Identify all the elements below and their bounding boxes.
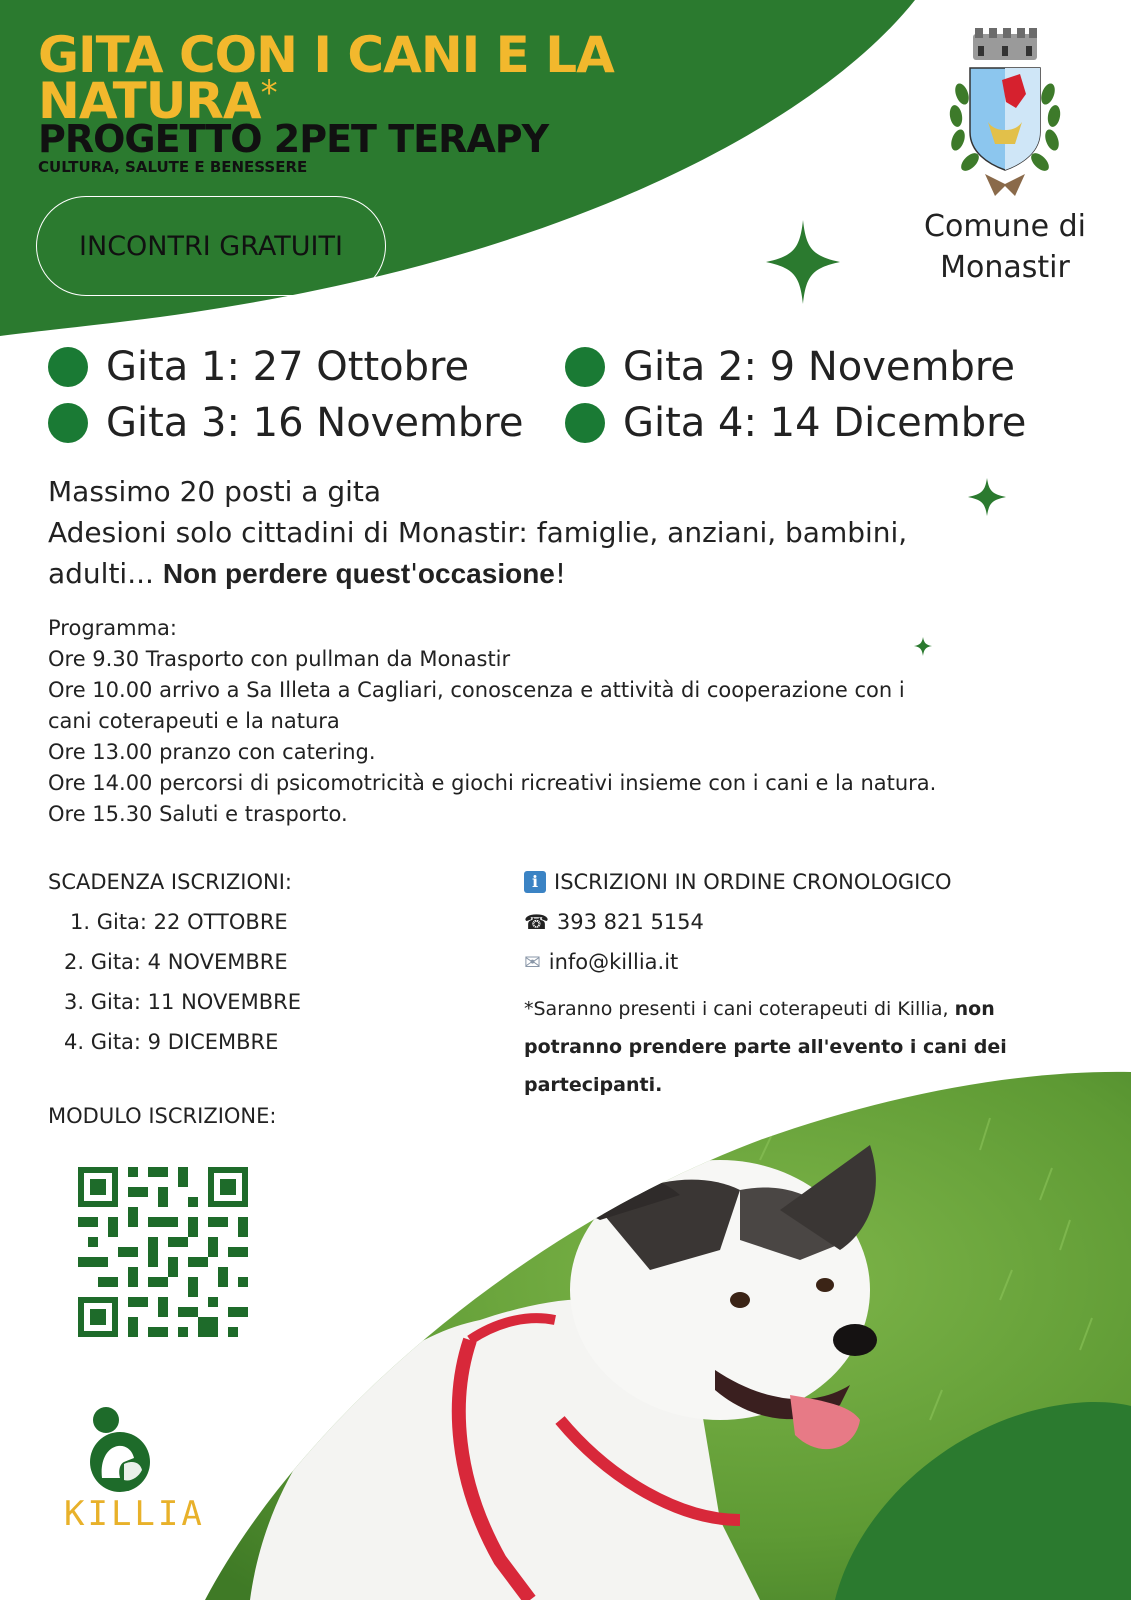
order-note-text: ISCRIZIONI IN ORDINE CRONOLOGICO	[554, 870, 952, 894]
trip-1-label: Gita 1: 27 Ottobre	[106, 344, 470, 390]
deadline-item: 1. Gita: 22 OTTOBRE	[70, 910, 288, 934]
program-line: Ore 9.30 Trasporto con pullman da Monastir	[48, 647, 511, 671]
municipality-name	[920, 206, 1090, 288]
trip-1	[48, 344, 469, 390]
program-heading: Programma:	[48, 616, 178, 640]
killia-logo-icon	[80, 1406, 160, 1496]
title-asterisk: *	[260, 73, 277, 113]
municipality-line-1: Comune di	[924, 209, 1086, 244]
project-subtitle: CULTURA, SALUTE E BENESSERE	[38, 158, 308, 176]
deadline-item: 3. Gita: 11 NOVEMBRE	[64, 990, 301, 1014]
dogs-note-regular: *Saranno presenti i cani coterapeuti di Killia,	[524, 998, 955, 1020]
sparkle-icon	[968, 478, 1006, 516]
cta-bold-1: Non perdere quest	[162, 558, 411, 589]
program-line: Ore 10.00 arrivo a Sa Illeta a Cagliari, conoscenza e attività di cooperazione con i	[48, 678, 905, 702]
deadlines-heading: SCADENZA ISCRIZIONI:	[48, 870, 292, 894]
sparkle-icon	[914, 637, 932, 656]
sparkle-icon	[766, 220, 840, 304]
program-line: Ore 15.30 Saluti e trasporto.	[48, 802, 348, 826]
municipality-line-2: Monastir	[940, 250, 1070, 285]
info-icon: i	[524, 871, 546, 893]
trip-4	[565, 400, 1026, 446]
dogs-note	[524, 990, 1044, 1104]
phone-number[interactable]: 393 821 5154	[556, 910, 704, 934]
trip-3	[48, 400, 523, 446]
cta-bold-2: occasione	[417, 558, 555, 589]
phone-icon: ☎	[524, 910, 549, 934]
eligibility-continued: adulti...	[48, 557, 163, 590]
bullet-dot	[565, 347, 605, 387]
trip-3-label: Gita 3: 16 Novembre	[106, 400, 524, 446]
order-note	[524, 870, 952, 894]
bullet-dot	[48, 347, 88, 387]
eligibility-text: Adesioni solo cittadini di Monastir: famiglie, anziani, bambini,	[48, 516, 908, 549]
form-label: MODULO ISCRIZIONE:	[48, 1104, 277, 1128]
email-address[interactable]: info@killia.it	[548, 950, 679, 974]
project-title: PROGETTO 2PET TERAPY	[38, 117, 549, 161]
program-line: Ore 13.00 pranzo con catering.	[48, 740, 376, 764]
trip-2-label: Gita 2: 9 Novembre	[623, 344, 1016, 390]
cta-line	[48, 557, 566, 590]
bullet-dot	[565, 403, 605, 443]
killia-brand: KILLIA	[64, 1494, 205, 1534]
mail-icon: ✉	[524, 950, 541, 974]
program-line: cani coterapeuti e la natura	[48, 709, 340, 733]
max-seats-text: Massimo 20 posti a gita	[48, 475, 382, 508]
qr-code-icon[interactable]	[78, 1167, 248, 1337]
phone-contact	[524, 910, 704, 934]
cta-end: !	[554, 557, 567, 590]
trip-4-label: Gita 4: 14 Dicembre	[623, 400, 1027, 446]
deadline-item: 4. Gita: 9 DICEMBRE	[64, 1030, 279, 1054]
title-natura: NATURA	[38, 72, 261, 130]
title-line-1: GITA CON I CANI E LA	[38, 26, 614, 84]
cta-apostrophe: '	[410, 557, 418, 590]
email-contact	[524, 950, 678, 974]
free-meetings-badge: INCONTRI GRATUITI	[36, 196, 386, 296]
deadline-item: 2. Gita: 4 NOVEMBRE	[64, 950, 288, 974]
trip-2	[565, 344, 1015, 390]
dogs-note-bold: non potranno prendere parte all'evento i cani dei partecipanti.	[524, 998, 1007, 1096]
coat-of-arms-icon	[940, 24, 1080, 202]
bullet-dot	[48, 403, 88, 443]
program-line: Ore 14.00 percorsi di psicomotricità e giochi ricreativi insieme con i cani e la natura.	[48, 771, 937, 795]
